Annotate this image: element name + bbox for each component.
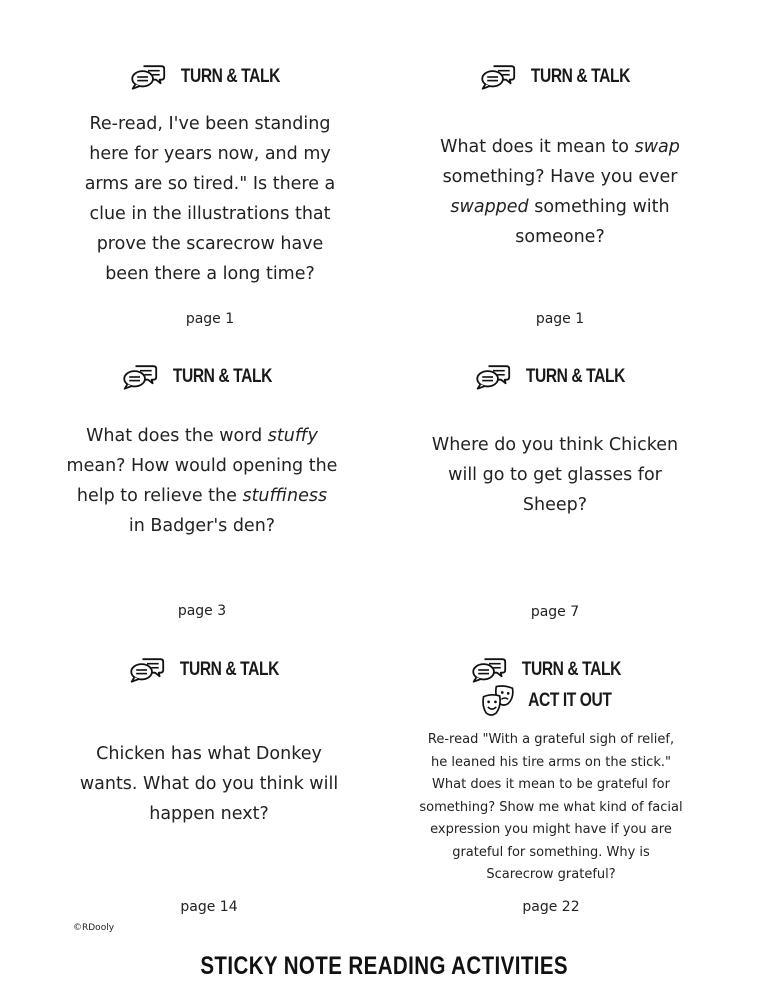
page-number: page 14 (180, 899, 238, 915)
card-heading (405, 362, 705, 392)
sticky-note-card (52, 362, 352, 632)
sticky-note-card (60, 62, 360, 337)
prompt-line: Re-read, I've been standing (89, 114, 331, 134)
footer-title: STICKY NOTE READING ACTIVITIES (200, 952, 568, 980)
prompt-line: been there a long time? (105, 264, 315, 284)
prompt-line: What does it mean to swap (440, 137, 680, 157)
heading-label: TURN & TALK (180, 66, 280, 87)
prompt-line: happen next? (149, 804, 269, 824)
prompt-line: Scarecrow grateful? (486, 867, 616, 882)
speech-bubbles-icon (129, 655, 165, 685)
page-number: page 1 (535, 311, 585, 327)
prompt-line: Re-read "With a grateful sigh of relief, (427, 732, 675, 747)
card-heading (52, 362, 352, 392)
prompt-text (401, 729, 701, 887)
prompt-text (52, 421, 352, 541)
prompt-line: What does the word stuffy (86, 426, 318, 446)
sticky-note-card (405, 362, 705, 632)
card-heading (401, 655, 701, 685)
prompt-line: here for years now, and my (89, 144, 331, 164)
heading-label: TURN & TALK (172, 366, 272, 387)
sticky-note-card (59, 655, 359, 920)
page-number: page 3 (177, 603, 227, 619)
copyright-notice: ©RDooly (73, 923, 115, 933)
card-heading (410, 62, 710, 92)
prompt-line: What does it mean to be grateful for (432, 777, 670, 792)
prompt-line: Chicken has what Donkey (96, 744, 322, 764)
speech-bubbles-icon (122, 362, 158, 392)
prompt-line: mean? How would opening the (66, 456, 338, 476)
prompt-line: clue in the illustrations that (89, 204, 331, 224)
prompt-line: arms are so tired." Is there a (84, 174, 336, 194)
theater-masks-icon (481, 684, 515, 718)
speech-bubbles-icon (471, 655, 507, 685)
sticky-note-card (410, 62, 710, 337)
speech-bubbles-icon (480, 62, 516, 92)
card-heading (401, 684, 701, 718)
speech-bubbles-icon (475, 362, 511, 392)
prompt-line: something? Show me what kind of facial (419, 799, 683, 815)
prompt-line: Where do you think Chicken (431, 435, 679, 455)
prompt-line: Sheep? (522, 495, 588, 515)
heading-label: TURN & TALK (530, 66, 630, 87)
prompt-line: prove the scarecrow have (96, 234, 324, 254)
prompt-line: he leaned his tire arms on the stick." (431, 754, 671, 770)
prompt-line: someone? (515, 227, 605, 247)
heading-label: TURN & TALK (521, 659, 621, 680)
prompt-line: in Badger's den? (128, 516, 276, 536)
card-heading (60, 62, 360, 92)
page-number: page 7 (530, 604, 580, 620)
heading-label: TURN & TALK (525, 366, 625, 387)
page-number: page 1 (185, 311, 235, 327)
prompt-line: wants. What do you think will (79, 774, 339, 794)
heading-label: TURN & TALK (179, 659, 279, 680)
prompt-text (59, 739, 359, 829)
heading-label: ACT IT OUT (528, 690, 612, 711)
card-heading (59, 655, 359, 685)
prompt-line: grateful for something. Why is (452, 844, 650, 860)
prompt-text (410, 132, 710, 252)
sticky-note-card (401, 655, 701, 920)
prompt-text (405, 430, 705, 520)
prompt-line: help to relieve the stuffiness (76, 486, 328, 506)
page-number: page 22 (522, 899, 580, 915)
prompt-line: something? Have you ever (442, 167, 678, 187)
prompt-line: swapped something with (450, 197, 670, 217)
prompt-text (60, 109, 360, 289)
prompt-line: expression you might have if you are (430, 822, 672, 837)
speech-bubbles-icon (130, 62, 166, 92)
prompt-line: will go to get glasses for (448, 465, 662, 485)
